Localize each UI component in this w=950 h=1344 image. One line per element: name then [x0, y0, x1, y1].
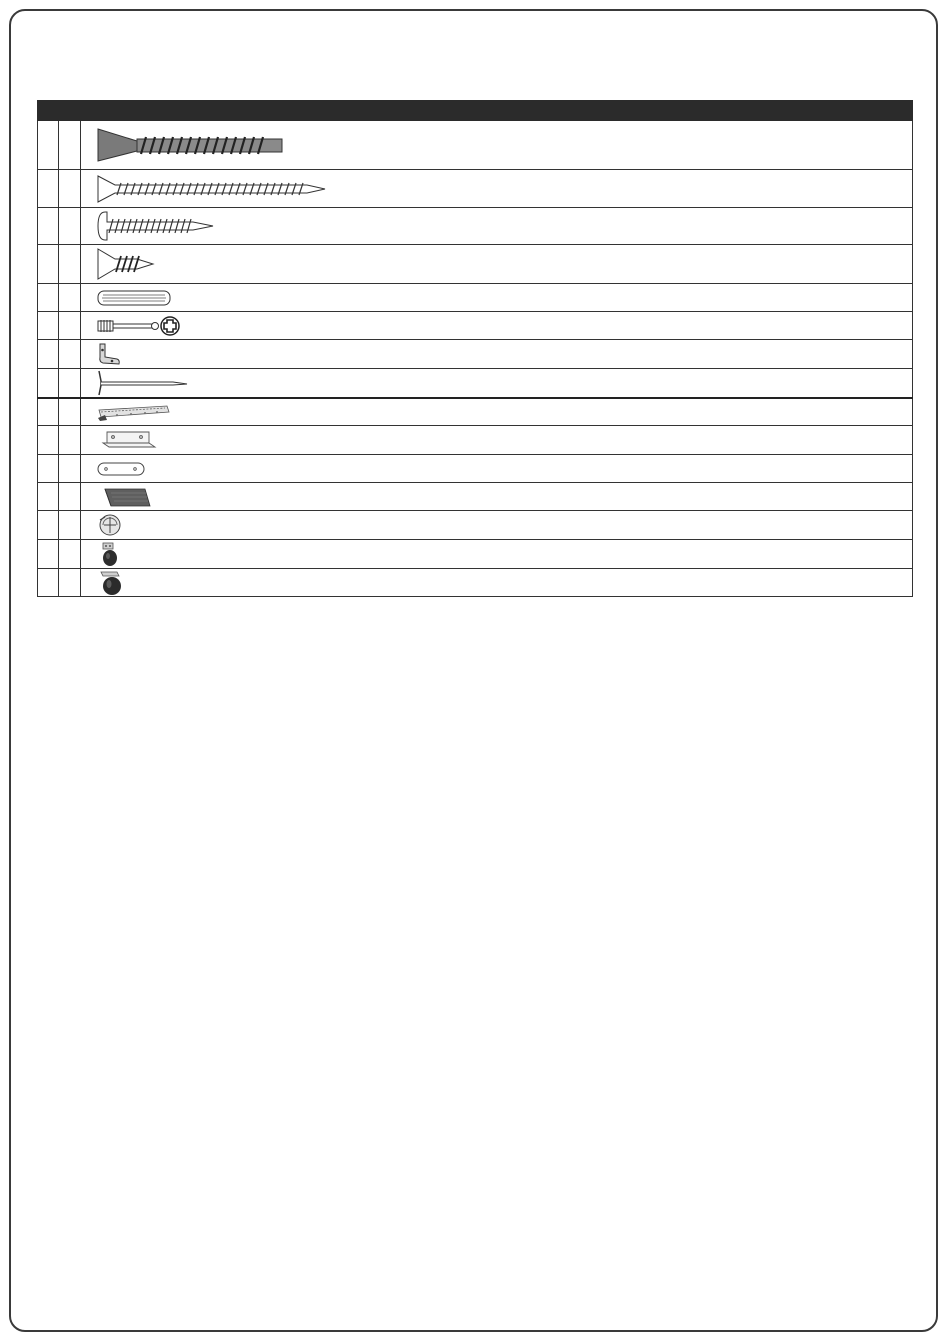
part-qty-cell: [59, 369, 81, 398]
table-header-row: [38, 101, 913, 121]
part-picture-cell: [81, 426, 913, 455]
part-qty-cell: [59, 426, 81, 455]
part-picture-cell: [81, 483, 913, 511]
table-row: [38, 312, 913, 340]
part-ref-cell: [38, 208, 59, 245]
pan-head-screw-icon: [97, 210, 217, 242]
header-qty-cell: [59, 101, 81, 121]
short-wood-screw-icon: [97, 247, 157, 281]
connector-plate-icon: [97, 461, 147, 477]
part-ref-cell: [38, 284, 59, 312]
part-ref-cell: [38, 312, 59, 340]
table-row: [38, 245, 913, 284]
table-row: [38, 540, 913, 569]
part-picture-cell: [81, 398, 913, 426]
header-picture-cell: [81, 101, 913, 121]
large-confirmat-screw-icon: [97, 127, 287, 163]
table-row: [38, 170, 913, 208]
wooden-dowel-icon: [97, 289, 173, 307]
part-picture-cell: [81, 208, 913, 245]
part-qty-cell: [59, 455, 81, 483]
part-ref-cell: [38, 170, 59, 208]
part-picture-cell: [81, 540, 913, 569]
part-qty-cell: [59, 511, 81, 540]
part-qty-cell: [59, 245, 81, 284]
rail-strip-icon: [97, 402, 171, 422]
table-row: [38, 284, 913, 312]
table-row: [38, 455, 913, 483]
part-qty-cell: [59, 483, 81, 511]
small-castor-wheel-icon: [97, 541, 123, 567]
table-row: [38, 511, 913, 540]
part-picture-cell: [81, 245, 913, 284]
header-ref-cell: [38, 101, 59, 121]
angle-bracket-icon: [97, 342, 123, 366]
shelf-support-bracket-icon: [97, 429, 159, 451]
part-ref-cell: [38, 340, 59, 369]
part-ref-cell: [38, 245, 59, 284]
table-row: [38, 340, 913, 369]
part-ref-cell: [38, 511, 59, 540]
part-ref-cell: [38, 398, 59, 426]
part-ref-cell: [38, 455, 59, 483]
part-qty-cell: [59, 340, 81, 369]
part-ref-cell: [38, 426, 59, 455]
part-ref-cell: [38, 569, 59, 597]
parts-list-table: [37, 100, 913, 597]
table-row: [38, 121, 913, 170]
part-ref-cell: [38, 483, 59, 511]
table-row: [38, 208, 913, 245]
part-ref-cell: [38, 121, 59, 170]
part-qty-cell: [59, 208, 81, 245]
part-picture-cell: [81, 340, 913, 369]
part-qty-cell: [59, 121, 81, 170]
part-qty-cell: [59, 540, 81, 569]
part-picture-cell: [81, 284, 913, 312]
long-wood-screw-icon: [97, 174, 329, 204]
part-qty-cell: [59, 398, 81, 426]
table-row: [38, 369, 913, 398]
part-ref-cell: [38, 369, 59, 398]
part-picture-cell: [81, 511, 913, 540]
castor-wheel-icon: [97, 570, 127, 596]
part-picture-cell: [81, 121, 913, 170]
part-ref-cell: [38, 540, 59, 569]
table-row: [38, 398, 913, 426]
cam-lock-icon: [97, 512, 123, 538]
slide-runner-icon: [97, 486, 153, 508]
part-qty-cell: [59, 284, 81, 312]
part-picture-cell: [81, 455, 913, 483]
table-row: [38, 426, 913, 455]
part-picture-cell: [81, 170, 913, 208]
part-qty-cell: [59, 170, 81, 208]
part-picture-cell: [81, 569, 913, 597]
table-row: [38, 483, 913, 511]
nail-icon: [97, 370, 189, 396]
part-qty-cell: [59, 312, 81, 340]
table-row: [38, 569, 913, 597]
part-qty-cell: [59, 569, 81, 597]
cam-bolt-icon: [97, 315, 183, 337]
part-picture-cell: [81, 312, 913, 340]
part-picture-cell: [81, 369, 913, 398]
